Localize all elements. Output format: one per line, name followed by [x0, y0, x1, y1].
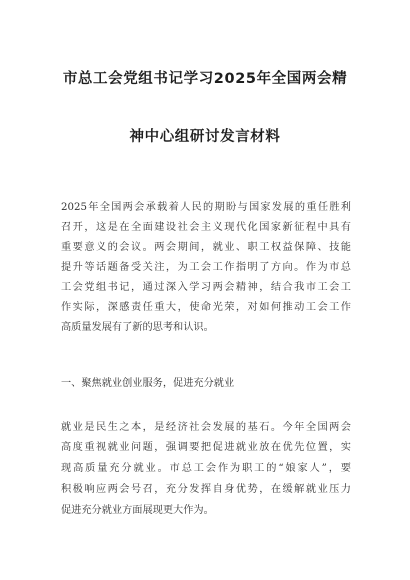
paragraph-line: 现高质量充分就业。市总工会作为职工的“娘家人”，要 — [61, 463, 351, 474]
paragraph-line: 作实际，深感责任重大，使命光荣，对如何推动工会工作 — [61, 302, 351, 313]
paragraph-line: 召开，这是在全面建设社会主义现代化国家新征程中具有 — [61, 222, 351, 233]
paragraph-line: 重要意义的会议。两会期间，就业、职工权益保障、技能 — [61, 242, 351, 253]
paragraph-line: 2025年全国两会承载着人民的期盼与国家发展的重任胜利 — [61, 202, 351, 213]
paragraph-line: 积极响应两会号召，充分发挥自身优势，在缓解就业压力 — [61, 484, 351, 495]
document-title-line-1: 市总工会党组书记学习2025年全国两会精 — [62, 71, 348, 87]
paragraph-line: 就业是民生之本，是经济社会发展的基石。今年全国两会 — [61, 422, 351, 433]
paragraph-line: 工会党组书记，通过深入学习两会精神，结合我市工会工 — [61, 282, 351, 293]
paragraph-line: 高质量发展有了新的思考和认识。 — [61, 322, 214, 333]
paragraph-line: 促进充分就业方面展现更大作为。 — [61, 505, 214, 516]
paragraph-line: 高度重视就业问题，强调要把促进就业放在优先位置，实 — [61, 442, 351, 453]
section-heading: 一、聚焦就业创业服务，促进充分就业 — [61, 378, 235, 389]
paragraph-line: 提升等话题备受关注，为工会工作指明了方向。作为市总 — [61, 262, 351, 273]
document-title-line-2: 神中心组研讨发言材料 — [129, 129, 281, 145]
